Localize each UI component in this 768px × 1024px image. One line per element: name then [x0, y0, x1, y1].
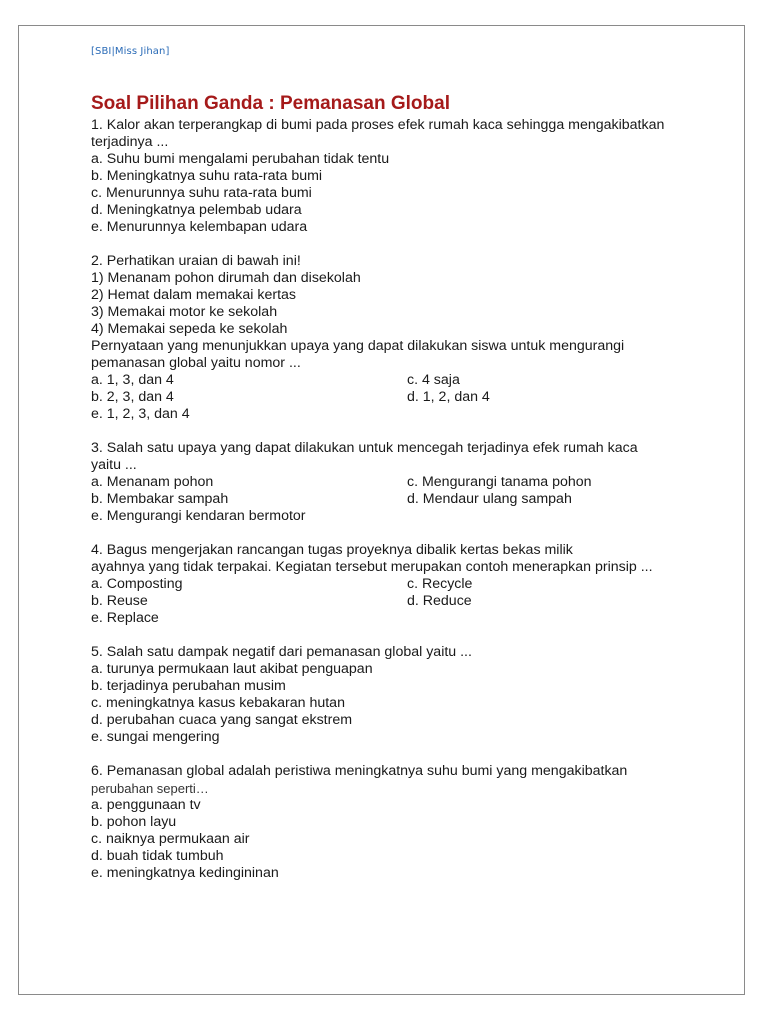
- page-title: Soal Pilihan Ganda : Pemanasan Global: [91, 93, 450, 114]
- option-row: [91, 491, 731, 508]
- document-page: [18, 25, 745, 995]
- question-text: 4. Bagus mengerjakan rancangan tugas proyeknya dibalik kertas bekas milik: [91, 542, 573, 558]
- option-e: e. Mengurangi kendaran bermotor: [91, 508, 306, 524]
- option-b: b. 2, 3, dan 4: [91, 389, 174, 405]
- question-text: 5. Salah satu dampak negatif dari pemanasan global yaitu ...: [91, 644, 472, 660]
- option-b: b. Membakar sampah: [91, 491, 229, 507]
- statement-4: 4) Memakai sepeda ke sekolah: [91, 321, 288, 337]
- statement-2: 2) Hemat dalam memakai kertas: [91, 287, 296, 303]
- question-6: [91, 763, 731, 882]
- option-row: [91, 474, 731, 491]
- question-text: terjadinya ...: [91, 134, 169, 150]
- question-text: 2. Perhatikan uraian di bawah ini!: [91, 253, 301, 269]
- option-c: c. Recycle: [407, 576, 473, 592]
- option-c: c. Mengurangi tanama pohon: [407, 474, 592, 490]
- question-text: perubahan seperti…: [91, 781, 209, 796]
- option-b: b. Meningkatnya suhu rata-rata bumi: [91, 168, 323, 184]
- question-text: Pernyataan yang menunjukkan upaya yang dapat dilakukan siswa untuk mengurangi: [91, 338, 625, 354]
- question-list: [91, 117, 731, 899]
- question-5: [91, 644, 731, 746]
- question-4: [91, 542, 731, 627]
- question-text: 3. Salah satu upaya yang dapat dilakukan untuk mencegah terjadinya efek rumah kaca: [91, 440, 638, 456]
- statement-1: 1) Menanam pohon dirumah dan disekolah: [91, 270, 361, 286]
- question-text: 1. Kalor akan terperangkap di bumi pada proses efek rumah kaca sehingga mengakibatkan: [91, 117, 665, 133]
- question-2: [91, 253, 731, 423]
- option-d: d. buah tidak tumbuh: [91, 848, 224, 864]
- option-e: e. Replace: [91, 610, 159, 626]
- statement-3: 3) Memakai motor ke sekolah: [91, 304, 278, 320]
- option-a: a. penggunaan tv: [91, 797, 201, 813]
- option-row: [91, 372, 731, 389]
- question-text: pemanasan global yaitu nomor ...: [91, 355, 301, 371]
- question-text: ayahnya yang tidak terpakai. Kegiatan tersebut merupakan contoh menerapkan prinsip ...: [91, 559, 653, 575]
- option-row: [91, 389, 731, 406]
- question-1: [91, 117, 731, 236]
- option-e: e. meningkatnya kedingininan: [91, 865, 279, 881]
- question-text: 6. Pemanasan global adalah peristiwa meningkatnya suhu bumi yang mengakibatkan: [91, 763, 628, 779]
- option-c: c. naiknya permukaan air: [91, 831, 250, 847]
- option-a: a. Suhu bumi mengalami perubahan tidak tentu: [91, 151, 390, 167]
- page-header: [SBI|Miss Jihan]: [91, 46, 170, 57]
- option-c: c. Menurunnya suhu rata-rata bumi: [91, 185, 312, 201]
- option-e: e. Menurunnya kelembapan udara: [91, 219, 308, 235]
- option-b: b. Reuse: [91, 593, 148, 609]
- option-c: c. meningkatnya kasus kebakaran hutan: [91, 695, 345, 711]
- option-a: a. Menanam pohon: [91, 474, 214, 490]
- option-c: c. 4 saja: [407, 372, 460, 388]
- option-a: a. 1, 3, dan 4: [91, 372, 174, 388]
- option-d: d. Mendaur ulang sampah: [407, 491, 572, 507]
- option-b: b. terjadinya perubahan musim: [91, 678, 286, 694]
- question-3: [91, 440, 731, 525]
- option-row: [91, 576, 731, 593]
- option-d: d. perubahan cuaca yang sangat ekstrem: [91, 712, 353, 728]
- option-e: e. 1, 2, 3, dan 4: [91, 406, 190, 422]
- option-d: d. 1, 2, dan 4: [407, 389, 490, 405]
- option-row: [91, 593, 731, 610]
- option-d: d. Reduce: [407, 593, 472, 609]
- option-d: d. Meningkatnya pelembab udara: [91, 202, 302, 218]
- option-a: a. Composting: [91, 576, 183, 592]
- option-e: e. sungai mengering: [91, 729, 220, 745]
- question-text: yaitu ...: [91, 457, 137, 473]
- option-a: a. turunya permukaan laut akibat penguapan: [91, 661, 373, 677]
- option-b: b. pohon layu: [91, 814, 177, 830]
